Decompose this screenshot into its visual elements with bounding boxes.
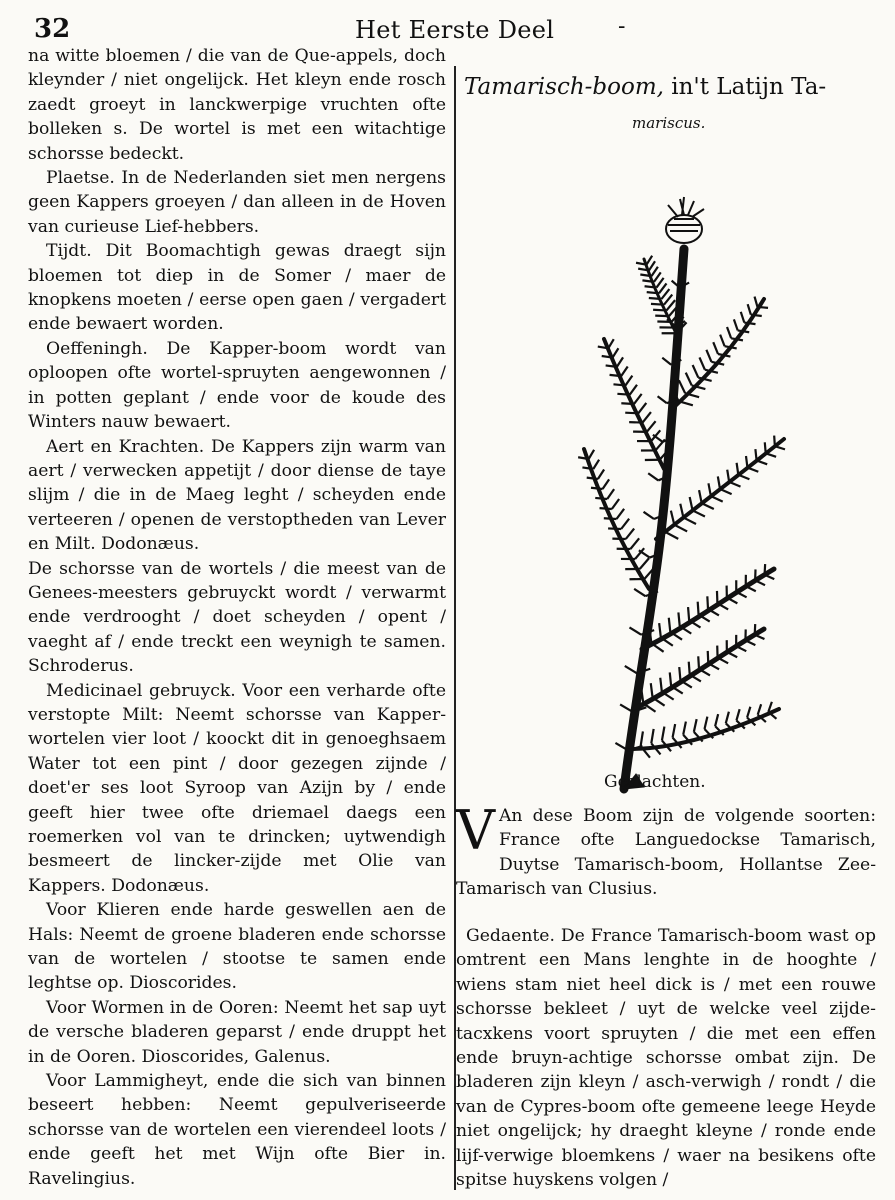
page-number: 32 (34, 14, 71, 44)
leaf-stroke (643, 412, 651, 422)
leaf-stroke (653, 310, 666, 311)
leaf-stroke (640, 558, 649, 569)
leaf-stroke (699, 490, 702, 503)
leaf-stroke (665, 532, 678, 539)
leaf-stroke (720, 335, 724, 347)
running-head: Het Eerste Deel (355, 16, 555, 44)
leaf-stroke (620, 704, 632, 711)
leaf-stroke (736, 592, 746, 597)
leaf-stroke (715, 714, 718, 726)
leaf-stroke (765, 575, 775, 579)
leaf-stroke (647, 421, 656, 432)
leaf-stroke (638, 403, 646, 413)
leaf-stroke (673, 724, 676, 738)
left-paragraph: Voor Lammigheyt, ende die sich van binnen beseert hebben: Neemt gepulveriseerde schorsse van de wortelen een vierendeel loots / ende geeft het met Wijn ofte Bier in. Ravelingius. (28, 1071, 446, 1189)
leaf-stroke (591, 488, 603, 489)
leaf-stroke (766, 453, 776, 457)
leaf-stroke (747, 707, 750, 718)
title-italic: Tamarisch-boom, (464, 74, 664, 100)
leaf-stroke (662, 289, 670, 299)
leaf-stroke (680, 504, 683, 518)
leaf-stroke (634, 394, 642, 404)
leaf-stroke (664, 295, 672, 305)
leaf-stroke (641, 689, 643, 704)
leaf-stroke (607, 489, 614, 499)
leaf-stroke (736, 709, 739, 720)
leaf-stroke (679, 380, 685, 393)
leaf-stroke (606, 365, 617, 366)
leaf-stroke (731, 338, 743, 340)
leaf-stroke (659, 623, 661, 637)
leaf-stroke (757, 307, 768, 308)
leaf-stroke (774, 436, 775, 447)
leaf-stroke (625, 413, 638, 414)
leaf-stroke (674, 525, 687, 532)
left-paragraph: Oeffeningh. De Kapper-boom wordt van oploopen ofte wortel-spruyten aengewonnen / in potten geplant / ende voor de koude des Winters nauw bewaert. (28, 338, 446, 433)
leaf-stroke (744, 323, 755, 325)
leaf-stroke (725, 346, 737, 348)
leaf-stroke (747, 468, 758, 472)
leaf-stroke (734, 319, 738, 330)
leaf-stroke (582, 467, 593, 469)
title-continuation: mariscus. (632, 114, 706, 132)
leaf-stroke (755, 297, 758, 307)
leaf-stroke (720, 489, 732, 494)
drop-cap: V (456, 799, 495, 862)
description-text: Gedaente. De France Tamarisch-boom wast op omtrent een Mans lenghte in de hooghte / wiens stam niet heel dick is / met een rouwe schorsse bekleet / uyt de welcke veel zijde-tacxkens voort spruyten / die met een effen ende bruyn-achtige schorsse ombat zijn. De bladeren zijn kleyn / asch-verwigh / rondt / die van de Cypres-boom ofte gemeene leege Heyde niet ongelijck; hy draeght kleyne / ronde ende lijf-verwige bloemkens / waer na besikens ofte spitse huyskens volgen / (456, 926, 876, 1191)
leaf-stroke (651, 729, 653, 743)
leaf-stroke (748, 304, 751, 315)
leaf-stroke (617, 357, 623, 366)
leaf-stroke (698, 602, 699, 615)
left-paragraph: Voor Klieren ende harde geswellen aen de Hals: Neemt de groene bladeren ende schorsse van de wortelen / stootse te samen ende leghtse op. Dioscorides. (28, 900, 446, 994)
leaf-stroke (698, 656, 699, 669)
left-paragraph: Aert en Krachten. De Kappers zijn warm van aert / verwecken appetijt / door diense de taye slijm / die in de Maeg leght / scheyden ende verteeren / openen de verstoptheden van Lever en Milt. Dodonæus. (28, 436, 446, 555)
leaf-stroke (630, 538, 639, 549)
leaf-stroke (659, 283, 666, 293)
leaf-stroke (757, 460, 768, 464)
leaf-stroke (648, 473, 658, 480)
leaf-stroke (711, 362, 724, 365)
leaf-stroke (608, 528, 621, 529)
leaf-stroke (738, 475, 749, 480)
left-paragraph: Plaetse. In de Nederlanden siet men nergens geen Kappers groeyen / dan alleen in de Hoven van curieuse Lief-hebbers. (28, 168, 446, 237)
leaf-stroke (621, 519, 629, 529)
leaf-stroke (755, 449, 756, 460)
left-paragraph: Tijdt. Dit Boomachtigh gewas draegt sijn bloemen tot diep in de Somer / maer de knopkens moeten / eerse open gaen / vergadert ende bewaert worden. (28, 241, 446, 335)
leaf-stroke (651, 683, 653, 697)
leaf-stroke (593, 460, 599, 469)
leaf-stroke (737, 463, 739, 475)
leaf-stroke (718, 658, 729, 664)
leaf-stroke (758, 704, 761, 714)
leaf-stroke (642, 280, 654, 281)
leaf-stroke (670, 672, 671, 686)
leaf-stroke (671, 686, 683, 693)
leaf-stroke (657, 278, 664, 288)
leaf-stroke (679, 667, 680, 680)
left-paragraph: na witte bloemen / die van de Que-appels, doch kleynder / niet ongelijck. Het kleyn ende rosch zaedt groeyt in lanckwerpige vruchten ofte bolleken s. De wortel is met een witachtige schorsse bedeckt. (28, 46, 446, 164)
leaf-stroke (708, 483, 710, 496)
leaf-stroke (683, 518, 696, 524)
leaf-stroke (660, 678, 662, 692)
section-heading-geslachten: Geslachten. (604, 772, 706, 792)
leaf-stroke (647, 292, 659, 293)
leaf-stroke (625, 376, 632, 386)
leaf-stroke (649, 261, 655, 270)
leaf-stroke (641, 731, 643, 746)
leaf-stroke (726, 712, 729, 724)
leaf-stroke (727, 470, 729, 482)
leaf-stroke (765, 564, 766, 575)
leaf-stroke (708, 651, 709, 663)
leaf-stroke (741, 312, 745, 323)
leaf-stroke (686, 373, 692, 386)
leaf-stroke (689, 662, 690, 675)
leaf-stroke (751, 315, 762, 316)
leaf-stroke (610, 375, 622, 376)
leaf-stroke (755, 635, 765, 639)
leaf-stroke (718, 354, 730, 357)
left-column (28, 44, 446, 1191)
leaf-stroke (694, 719, 697, 732)
leaf-stroke (702, 503, 714, 509)
leaf-stroke (653, 698, 665, 706)
leaf-stroke (690, 497, 693, 510)
leaf-stroke (729, 482, 740, 487)
leaf-stroke (713, 342, 718, 354)
leaf-stroke (647, 256, 653, 265)
leaf-stroke (718, 476, 720, 489)
leaf-stroke (651, 643, 663, 652)
section-title (464, 74, 878, 100)
leaf-stroke (634, 589, 645, 596)
leaf-stroke (671, 511, 674, 525)
leaf-stroke (613, 384, 625, 385)
page-header (0, 10, 895, 44)
leaf-stroke (589, 450, 594, 459)
leaf-stroke (651, 304, 664, 305)
leaf-stroke (658, 396, 667, 403)
leaf-stroke (600, 508, 612, 509)
leaf-stroke (625, 666, 637, 673)
leaf-stroke (662, 358, 671, 365)
leaf-stroke (765, 442, 766, 453)
leaf-stroke (629, 627, 641, 634)
species-paragraph (456, 799, 876, 902)
left-paragraph: Medicinael gebruyck. Voor een verharde ofte verstopte Milt: Neemt schorsse van Kapper-wortelen vier loot / koockt dit in genoeghsaem Water tot een pint / door gezegen zijnde / doet'er ses loot Syroop van Azijn by / ende geeft hier twee ofte driemael daegs een roemerken vol van te drincken; uytwendigh besmeert de lincker-zijde met Olie van Kappers. Dodonæus. (28, 680, 446, 896)
leaf-stroke (693, 365, 699, 378)
leaf-stroke (738, 330, 750, 332)
leaf-stroke (727, 327, 731, 338)
leaf-stroke (705, 717, 708, 729)
title-latin: in't Latijn Ta- (663, 74, 827, 100)
leaf-stroke (626, 529, 634, 539)
leaf-stroke (678, 612, 679, 626)
leaf-stroke (706, 350, 711, 362)
leaf-stroke (654, 272, 661, 282)
leaf-stroke (727, 652, 737, 657)
leaf-stroke (613, 348, 619, 357)
leaf-stroke (608, 339, 613, 348)
leaf-stroke (603, 479, 610, 489)
leaf-stroke (644, 512, 654, 519)
left-paragraph: De schorsse van de wortels / die meest van de Genees-meesters gebruyckt wordt / verwarmt ende verdrooght / doet scheyden / opent / vaeght af / ende treckt een weynigh te samen. Schroderus. (28, 558, 446, 677)
leaf-stroke (669, 618, 671, 632)
leaf-stroke (617, 394, 629, 395)
leaf-stroke (680, 680, 691, 687)
leaf-stroke (604, 518, 617, 519)
tamarisk-woodcut-illustration (564, 189, 814, 799)
leaf-stroke (621, 367, 628, 377)
leaf-stroke (707, 596, 708, 609)
leaf-stroke (746, 456, 747, 468)
leaf-stroke (711, 496, 723, 501)
leaf-stroke (649, 298, 662, 299)
leaf-stroke (630, 385, 637, 395)
left-paragraph: Voor Wormen in de Ooren: Neemt het sap uyt de versche bladeren geparst / ende druppt het in de Ooren. Dioscorides, Galenus. (28, 997, 446, 1067)
leaf-stroke (652, 267, 658, 276)
header-dash: - (618, 14, 626, 39)
leaf-stroke (655, 316, 669, 317)
leaf-stroke (746, 586, 756, 591)
leaf-stroke (595, 498, 607, 499)
leaf-stroke (693, 510, 705, 516)
leaf-stroke (736, 646, 746, 651)
leaf-stroke (662, 692, 674, 700)
leaf-stroke (683, 722, 686, 735)
leaf-stroke (700, 357, 705, 369)
leaf-stroke (775, 446, 785, 449)
leaf-stroke (688, 607, 689, 620)
species-text: An dese Boom zijn de volgende soorten: France ofte Languedockse Tamarisch, Duytse Tamarisch-boom, Hollantse Zee-Tamarisch van Clusius. (456, 806, 876, 900)
leaf-stroke (598, 470, 604, 479)
leaf-stroke (755, 580, 765, 585)
leaf-stroke (645, 286, 657, 287)
description-paragraph (456, 924, 876, 1192)
leaf-stroke (617, 509, 625, 519)
leaf-stroke (587, 478, 598, 479)
leaf-stroke (708, 663, 719, 669)
leaf-stroke (745, 640, 755, 645)
leaf-stroke (621, 403, 634, 404)
leaf-stroke (662, 727, 664, 741)
leaf-stroke (612, 499, 619, 509)
